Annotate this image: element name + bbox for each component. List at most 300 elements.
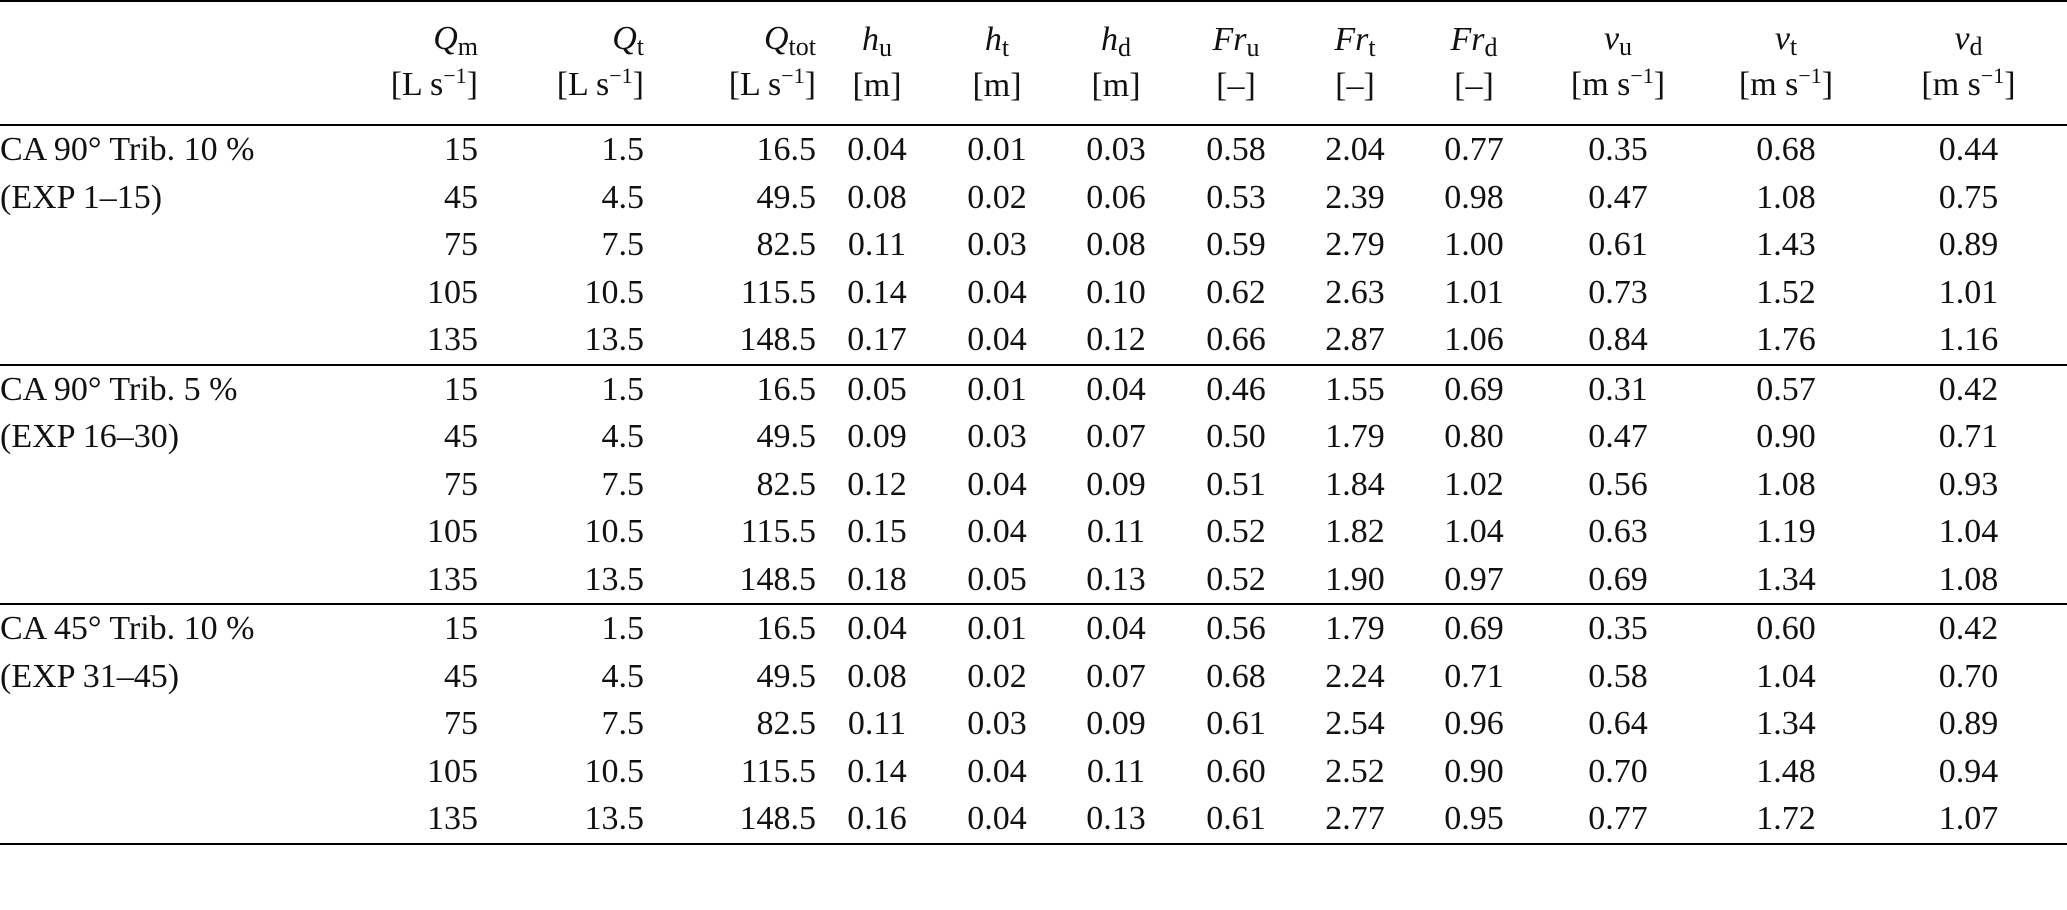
table-cell: 0.63 bbox=[1588, 513, 1648, 550]
column-symbol bbox=[1296, 18, 1414, 64]
column-unit bbox=[644, 63, 816, 110]
table-cell: 0.70 bbox=[1938, 657, 1999, 695]
column-header bbox=[320, 1, 478, 125]
table-cell: 1.5 bbox=[601, 610, 644, 647]
table-cell: 0.80 bbox=[1444, 418, 1504, 455]
symbol-main: Frt bbox=[1334, 21, 1376, 62]
column-symbol bbox=[1870, 17, 2067, 63]
table-cell: 0.57 bbox=[1756, 370, 1816, 408]
unit-superscript: −1 bbox=[781, 62, 805, 88]
column-header bbox=[1534, 1, 1702, 125]
table-cell: 0.10 bbox=[1086, 273, 1146, 311]
group-label bbox=[0, 795, 320, 844]
column-unit bbox=[478, 63, 644, 110]
table-cell: 0.03 bbox=[967, 226, 1027, 263]
table-cell: 13.5 bbox=[584, 800, 644, 837]
table-cell: 0.31 bbox=[1588, 370, 1648, 408]
table-cell: 0.44 bbox=[1938, 131, 1999, 168]
table-cell: 0.17 bbox=[847, 321, 907, 358]
header-row bbox=[0, 1, 2067, 125]
table-cell: 0.04 bbox=[847, 610, 907, 647]
table-cell: 0.11 bbox=[1086, 513, 1146, 550]
table-cell: 1.5 bbox=[601, 131, 644, 168]
group-label bbox=[0, 556, 320, 605]
table-cell: 0.97 bbox=[1444, 560, 1504, 598]
table-cell: 135 bbox=[427, 560, 478, 598]
table-row bbox=[0, 413, 2067, 461]
table-row bbox=[0, 125, 2067, 174]
table-cell: 148.5 bbox=[739, 321, 816, 358]
table-cell: 105 bbox=[427, 513, 478, 550]
table-cell: 0.05 bbox=[847, 370, 907, 408]
column-symbol bbox=[478, 17, 644, 63]
table-cell: 1.08 bbox=[1938, 560, 1999, 598]
table-cell: 0.51 bbox=[1206, 465, 1266, 503]
table-cell: 0.50 bbox=[1206, 418, 1266, 455]
symbol-main: Qt bbox=[612, 19, 644, 61]
table-cell: 0.90 bbox=[1756, 418, 1816, 455]
table-cell: 0.89 bbox=[1938, 226, 1999, 263]
table-cell: 0.69 bbox=[1444, 610, 1504, 647]
group-label bbox=[0, 700, 320, 748]
group-label bbox=[0, 269, 320, 317]
table-cell: 0.03 bbox=[967, 418, 1027, 455]
table-cell: 115.5 bbox=[740, 513, 816, 550]
column-header bbox=[1702, 1, 1870, 125]
symbol-subscript: tot bbox=[788, 31, 816, 61]
symbol-subscript: d bbox=[1969, 31, 1983, 61]
table-cell: 1.01 bbox=[1444, 273, 1504, 311]
table-cell: 16.5 bbox=[756, 131, 816, 168]
table-cell: 0.56 bbox=[1588, 465, 1648, 503]
table-cell: 0.84 bbox=[1588, 321, 1648, 358]
unit-text: [m s bbox=[1570, 65, 1631, 103]
table-cell: 1.84 bbox=[1325, 465, 1385, 503]
table-row bbox=[0, 795, 2067, 844]
table-cell: 0.69 bbox=[1444, 370, 1504, 408]
column-symbol bbox=[1534, 17, 1702, 63]
table-cell: 0.68 bbox=[1756, 131, 1816, 168]
table-cell: 0.04 bbox=[967, 752, 1027, 790]
table-cell: 0.02 bbox=[967, 178, 1027, 216]
table-cell: 15 bbox=[444, 370, 478, 408]
table-row bbox=[0, 365, 2067, 414]
table-cell: 1.08 bbox=[1756, 465, 1816, 503]
table-row bbox=[0, 748, 2067, 796]
table-cell: 0.08 bbox=[847, 178, 907, 216]
table-cell: 0.61 bbox=[1206, 705, 1266, 742]
symbol-subscript: t bbox=[636, 31, 644, 61]
table-cell: 0.59 bbox=[1206, 226, 1266, 263]
table-cell: 2.87 bbox=[1325, 321, 1385, 358]
table-cell: 0.52 bbox=[1206, 560, 1266, 598]
table-cell: 0.04 bbox=[1086, 370, 1146, 408]
column-symbol bbox=[1056, 18, 1176, 64]
table-row bbox=[0, 221, 2067, 269]
table-cell: 2.79 bbox=[1325, 226, 1385, 263]
unit-text: [m] bbox=[852, 67, 902, 104]
column-symbol bbox=[938, 18, 1056, 64]
unit-text-end: ] bbox=[1821, 65, 1834, 103]
table-cell: 0.06 bbox=[1086, 178, 1146, 216]
column-header bbox=[816, 1, 938, 125]
table-cell: 0.16 bbox=[847, 800, 907, 837]
column-unit bbox=[1870, 63, 2067, 110]
column-symbol bbox=[816, 18, 938, 64]
column-unit bbox=[1296, 64, 1414, 108]
table-cell: 0.77 bbox=[1444, 131, 1504, 168]
table-row bbox=[0, 269, 2067, 317]
table-cell: 0.08 bbox=[1086, 226, 1146, 263]
table-cell: 45 bbox=[444, 178, 478, 216]
table-cell: 0.71 bbox=[1938, 418, 1999, 455]
table-cell: 1.04 bbox=[1444, 513, 1504, 550]
table-cell: 0.18 bbox=[847, 560, 907, 598]
table-cell: 49.5 bbox=[756, 178, 816, 216]
group-label bbox=[0, 748, 320, 796]
unit-text: [L s bbox=[556, 65, 610, 103]
table-cell: 13.5 bbox=[584, 321, 644, 358]
table-cell: 1.55 bbox=[1325, 370, 1385, 408]
table-cell: 0.01 bbox=[967, 131, 1027, 168]
unit-text-end: ] bbox=[804, 65, 816, 103]
table-cell: 0.77 bbox=[1588, 800, 1648, 837]
symbol-main: vt bbox=[1774, 19, 1798, 61]
table-cell: 0.75 bbox=[1938, 178, 1999, 216]
symbol-main: Qtot bbox=[763, 19, 816, 61]
table-cell: 0.47 bbox=[1588, 418, 1648, 455]
column-header bbox=[1176, 1, 1296, 125]
symbol-main: Frd bbox=[1450, 21, 1498, 62]
table-cell: 4.5 bbox=[601, 657, 644, 695]
column-unit bbox=[1702, 63, 1870, 110]
unit-superscript: −1 bbox=[1798, 62, 1822, 88]
table-cell: 0.71 bbox=[1444, 657, 1504, 695]
unit-text: [m] bbox=[1091, 67, 1141, 104]
column-symbol bbox=[1414, 18, 1534, 64]
table-cell: 49.5 bbox=[756, 418, 816, 455]
table-cell: 1.19 bbox=[1756, 513, 1816, 550]
group-label: (EXP 1–15) bbox=[0, 178, 163, 216]
symbol-subscript: u bbox=[1246, 33, 1260, 62]
table-cell: 0.58 bbox=[1206, 131, 1266, 168]
table-cell: 148.5 bbox=[739, 800, 816, 837]
table-cell: 0.69 bbox=[1588, 560, 1648, 598]
group-label bbox=[0, 461, 320, 509]
symbol-subscript: m bbox=[457, 31, 478, 61]
table-cell: 0.62 bbox=[1206, 273, 1266, 311]
unit-text: [m s bbox=[1738, 65, 1799, 103]
symbol-main: hu bbox=[862, 21, 892, 62]
symbol-subscript: t bbox=[1789, 31, 1798, 61]
table-cell: 4.5 bbox=[601, 418, 644, 455]
table-cell: 0.03 bbox=[1086, 131, 1146, 168]
table-cell: 0.07 bbox=[1086, 657, 1146, 695]
table-cell: 2.63 bbox=[1325, 273, 1385, 311]
table-cell: 0.01 bbox=[967, 370, 1027, 408]
column-header bbox=[1056, 1, 1176, 125]
symbol-subscript: t bbox=[1001, 33, 1010, 62]
column-header bbox=[644, 1, 816, 125]
unit-text: [m s bbox=[1921, 65, 1981, 103]
table-cell: 148.5 bbox=[739, 560, 816, 598]
table-row bbox=[0, 316, 2067, 365]
table-cell: 0.96 bbox=[1444, 705, 1504, 742]
symbol-main: vd bbox=[1954, 19, 1983, 61]
table-row bbox=[0, 653, 2067, 701]
table-cell: 0.13 bbox=[1086, 560, 1146, 598]
table-cell: 7.5 bbox=[601, 465, 644, 503]
column-symbol bbox=[1702, 17, 1870, 63]
table-cell: 0.03 bbox=[967, 705, 1027, 742]
table-cell: 0.14 bbox=[847, 752, 907, 790]
table-cell: 0.90 bbox=[1444, 752, 1504, 790]
unit-text: [–] bbox=[1454, 67, 1494, 104]
table-cell: 1.43 bbox=[1756, 226, 1816, 263]
group-label: CA 90° Trib. 10 % bbox=[0, 131, 255, 168]
symbol-main: vu bbox=[1603, 19, 1633, 61]
table-row bbox=[0, 461, 2067, 509]
symbol-subscript: u bbox=[879, 33, 892, 62]
table-cell: 1.79 bbox=[1325, 418, 1385, 455]
table-cell: 2.54 bbox=[1325, 705, 1385, 742]
column-unit bbox=[320, 63, 478, 110]
table-row bbox=[0, 174, 2067, 222]
table-cell: 0.53 bbox=[1206, 178, 1266, 216]
table-cell: 1.82 bbox=[1325, 513, 1385, 550]
column-symbol bbox=[644, 17, 816, 63]
table-cell: 2.04 bbox=[1325, 131, 1385, 168]
table-cell: 0.52 bbox=[1206, 513, 1266, 550]
table-cell: 2.39 bbox=[1325, 178, 1385, 216]
table-cell: 1.07 bbox=[1938, 800, 1999, 837]
unit-superscript: −1 bbox=[443, 62, 467, 88]
table-cell: 0.12 bbox=[1086, 321, 1146, 358]
table-cell: 0.68 bbox=[1206, 657, 1266, 695]
symbol-subscript: t bbox=[1368, 33, 1376, 62]
table-cell: 0.12 bbox=[847, 465, 907, 503]
table-cell: 75 bbox=[444, 705, 478, 742]
table-cell: 0.61 bbox=[1588, 226, 1648, 263]
table-cell: 0.98 bbox=[1444, 178, 1504, 216]
table-cell: 0.09 bbox=[1086, 705, 1146, 742]
unit-superscript: −1 bbox=[609, 62, 633, 88]
table-cell: 0.04 bbox=[847, 131, 907, 168]
table-cell: 1.90 bbox=[1325, 560, 1385, 598]
table-cell: 0.95 bbox=[1444, 800, 1504, 837]
table-cell: 1.48 bbox=[1756, 752, 1816, 790]
table-cell: 10.5 bbox=[584, 273, 644, 311]
table-cell: 0.04 bbox=[967, 273, 1027, 311]
column-header bbox=[478, 1, 644, 125]
table-cell: 45 bbox=[444, 657, 478, 695]
table-cell: 0.09 bbox=[1086, 465, 1146, 503]
table-cell: 49.5 bbox=[756, 657, 816, 695]
table-cell: 135 bbox=[427, 321, 478, 358]
table-cell: 2.24 bbox=[1325, 657, 1385, 695]
table-cell: 16.5 bbox=[756, 370, 816, 408]
column-header bbox=[1296, 1, 1414, 125]
table-cell: 1.34 bbox=[1756, 560, 1816, 598]
table-cell: 0.02 bbox=[967, 657, 1027, 695]
table-cell: 4.5 bbox=[601, 178, 644, 216]
table-cell: 0.47 bbox=[1588, 178, 1648, 216]
table-cell: 13.5 bbox=[584, 560, 644, 598]
table-cell: 0.07 bbox=[1086, 418, 1146, 455]
table-cell: 0.04 bbox=[967, 465, 1027, 503]
table-cell: 1.00 bbox=[1444, 226, 1504, 263]
row-group bbox=[0, 604, 2067, 844]
column-header bbox=[1870, 1, 2067, 125]
table-cell: 75 bbox=[444, 465, 478, 503]
table-row bbox=[0, 700, 2067, 748]
table-cell: 0.66 bbox=[1206, 321, 1266, 358]
table-cell: 10.5 bbox=[584, 752, 644, 790]
table-cell: 15 bbox=[444, 131, 478, 168]
table-cell: 2.77 bbox=[1325, 800, 1385, 837]
table-header bbox=[0, 1, 2067, 125]
table-cell: 0.11 bbox=[847, 226, 907, 263]
table-cell: 1.72 bbox=[1756, 800, 1816, 837]
table-cell: 0.35 bbox=[1588, 610, 1648, 647]
table-cell: 0.04 bbox=[1086, 610, 1146, 647]
table-cell: 0.94 bbox=[1938, 752, 1999, 790]
table-cell: 1.01 bbox=[1938, 273, 1999, 311]
column-unit bbox=[938, 64, 1056, 108]
header-label-column bbox=[0, 1, 320, 125]
table-cell: 0.01 bbox=[967, 610, 1027, 647]
group-label: CA 90° Trib. 5 % bbox=[0, 370, 238, 408]
table-cell: 0.46 bbox=[1206, 370, 1266, 408]
table-cell: 0.73 bbox=[1588, 273, 1648, 311]
table-cell: 1.04 bbox=[1756, 657, 1816, 695]
table-cell: 105 bbox=[427, 752, 478, 790]
table-row bbox=[0, 604, 2067, 653]
column-header bbox=[938, 1, 1056, 125]
table-cell: 82.5 bbox=[756, 226, 816, 263]
column-unit bbox=[1534, 63, 1702, 110]
table-cell: 1.76 bbox=[1756, 321, 1816, 358]
table-cell: 0.05 bbox=[967, 560, 1027, 598]
column-header bbox=[1414, 1, 1534, 125]
unit-text-end: ] bbox=[2004, 65, 2016, 103]
table-cell: 0.35 bbox=[1588, 131, 1648, 168]
table-cell: 7.5 bbox=[601, 226, 644, 263]
column-symbol bbox=[1176, 18, 1296, 64]
table-cell: 0.70 bbox=[1588, 752, 1648, 790]
table-cell: 0.61 bbox=[1206, 800, 1266, 837]
table-cell: 1.16 bbox=[1938, 321, 1999, 358]
unit-text: [m] bbox=[972, 67, 1022, 104]
table-cell: 7.5 bbox=[601, 705, 644, 742]
table-cell: 16.5 bbox=[756, 610, 816, 647]
table-cell: 2.52 bbox=[1325, 752, 1385, 790]
table-cell: 0.58 bbox=[1588, 657, 1648, 695]
table-cell: 0.13 bbox=[1086, 800, 1146, 837]
table-cell: 135 bbox=[427, 800, 478, 837]
group-label bbox=[0, 221, 320, 269]
column-unit bbox=[1176, 64, 1296, 108]
group-label bbox=[0, 316, 320, 365]
table-cell: 105 bbox=[427, 273, 478, 311]
table-cell: 0.11 bbox=[1086, 752, 1146, 790]
table-cell: 75 bbox=[444, 226, 478, 263]
unit-text: [L s bbox=[728, 65, 782, 103]
table-row bbox=[0, 556, 2067, 605]
column-symbol bbox=[320, 17, 478, 63]
table-cell: 1.08 bbox=[1756, 178, 1816, 216]
unit-text: [L s bbox=[390, 65, 444, 103]
row-group bbox=[0, 365, 2067, 605]
unit-text-end: ] bbox=[632, 65, 644, 103]
table-cell: 0.14 bbox=[847, 273, 907, 311]
table-cell: 45 bbox=[444, 418, 478, 455]
symbol-main: ht bbox=[984, 21, 1010, 62]
table-cell: 1.52 bbox=[1756, 273, 1816, 311]
table-cell: 115.5 bbox=[740, 752, 816, 790]
group-label: (EXP 16–30) bbox=[0, 418, 180, 455]
table-cell: 82.5 bbox=[756, 465, 816, 503]
table-cell: 1.79 bbox=[1325, 610, 1385, 647]
table-cell: 0.08 bbox=[847, 657, 907, 695]
column-unit bbox=[816, 64, 938, 108]
table-cell: 0.89 bbox=[1938, 705, 1999, 742]
group-label bbox=[0, 508, 320, 556]
table-cell: 0.15 bbox=[847, 513, 907, 550]
table-cell: 1.34 bbox=[1756, 705, 1816, 742]
symbol-subscript: d bbox=[1118, 33, 1131, 62]
group-label: CA 45° Trib. 10 % bbox=[0, 610, 255, 647]
group-label: (EXP 31–45) bbox=[0, 657, 180, 695]
table-cell: 0.42 bbox=[1938, 610, 1999, 647]
symbol-main: hd bbox=[1101, 21, 1131, 62]
unit-text: [–] bbox=[1216, 67, 1256, 104]
row-group bbox=[0, 125, 2067, 365]
table-cell: 0.04 bbox=[967, 800, 1027, 837]
table-cell: 0.64 bbox=[1588, 705, 1648, 742]
table-cell: 115.5 bbox=[740, 273, 816, 311]
unit-text-end: ] bbox=[466, 65, 478, 103]
table-cell: 82.5 bbox=[756, 705, 816, 742]
unit-superscript: −1 bbox=[1980, 62, 2005, 88]
unit-superscript: −1 bbox=[1630, 62, 1654, 88]
symbol-subscript: u bbox=[1619, 31, 1633, 61]
unit-text: [–] bbox=[1335, 67, 1375, 104]
column-unit bbox=[1414, 64, 1534, 108]
table-cell: 1.04 bbox=[1938, 513, 1999, 550]
table-cell: 0.04 bbox=[967, 321, 1027, 358]
table-cell: 1.5 bbox=[601, 370, 644, 408]
table-row bbox=[0, 508, 2067, 556]
symbol-subscript: d bbox=[1484, 33, 1498, 62]
symbol-main: Fru bbox=[1212, 21, 1260, 62]
unit-text-end: ] bbox=[1653, 65, 1666, 103]
symbol-main: Qm bbox=[433, 19, 478, 61]
table-cell: 1.02 bbox=[1444, 465, 1504, 503]
table-cell: 0.11 bbox=[847, 705, 907, 742]
table-cell: 0.42 bbox=[1938, 370, 1999, 408]
table-cell: 15 bbox=[444, 610, 478, 647]
table-cell: 10.5 bbox=[584, 513, 644, 550]
table-cell: 0.93 bbox=[1938, 465, 1999, 503]
table-cell: 0.60 bbox=[1206, 752, 1266, 790]
table-cell: 1.06 bbox=[1444, 321, 1504, 358]
table-cell: 0.04 bbox=[967, 513, 1027, 550]
table-cell: 0.56 bbox=[1206, 610, 1266, 647]
table-cell: 0.60 bbox=[1756, 610, 1816, 647]
column-unit bbox=[1056, 64, 1176, 108]
table-cell: 0.09 bbox=[847, 418, 907, 455]
